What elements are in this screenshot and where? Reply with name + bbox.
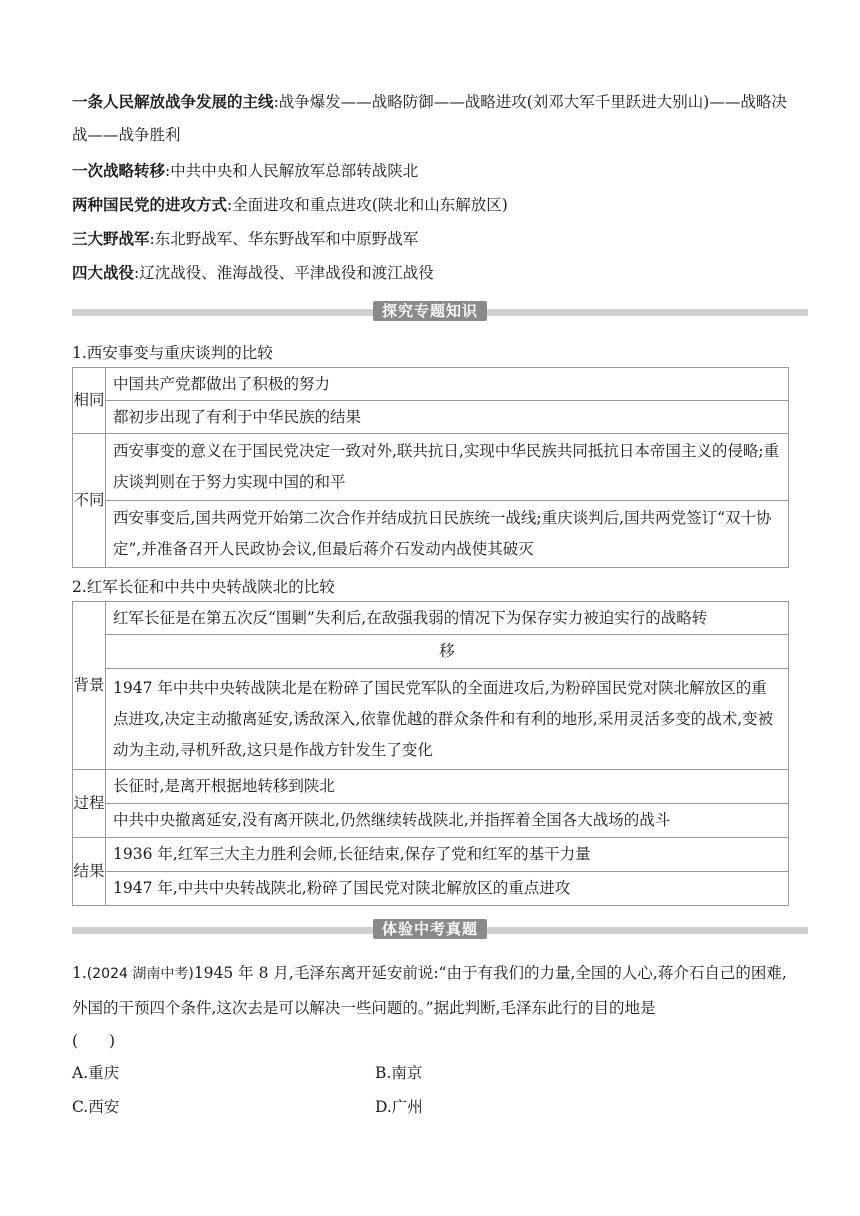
option-d: D.广州 <box>375 1098 423 1116</box>
comparison-table-longmarch-shaanbei <box>72 601 789 906</box>
row-header-process: 过程 <box>73 770 106 838</box>
answer-blank: ( ) <box>72 1032 116 1050</box>
summary-label: 一次战略转移 <box>72 162 166 180</box>
table-cell: 中共中央撤离延安,没有离开陕北,仍然继续转战陕北,并指挥着全国各大战场的战斗 <box>106 804 789 838</box>
summary-line-armies <box>72 223 790 256</box>
table-cell: 1936 年,红军三大主力胜利会师,长征结束,保存了党和红军的基干力量 <box>106 838 789 872</box>
summary-line-attack <box>72 189 790 222</box>
table-cell: 移 <box>106 635 789 669</box>
option-a: A.重庆 <box>72 1064 120 1082</box>
table-cell: 都初步出现了有利于中华民族的结果 <box>106 401 789 434</box>
summary-line-transfer <box>72 155 790 188</box>
table-cell: 西安事变的意义在于国民党决定一致对外,联共抗日,实现中华民族共同抵抗日本帝国主义的侵略;重庆谈判则在于努力实现中国的和平 <box>106 434 789 501</box>
summary-line-campaigns <box>72 257 790 290</box>
section-banner <box>72 919 808 939</box>
summary-label: 一条人民解放战争发展的主线 <box>72 93 274 111</box>
table-cell: 1947 年中共中央转战陕北是在粉碎了国民党军队的全面进攻后,为粉碎国民党对陕北解放区的重点进攻,决定主动撤离延安,诱敌深入,依靠优越的群众条件和有利的地形,采用灵活多变的战术,变被动为主动,寻机歼敌,这只是作战方针发生了变化 <box>106 669 789 770</box>
section-banner <box>72 301 808 321</box>
summary-text: :中共中央和人民解放军总部转战陕北 <box>165 162 419 180</box>
comparison-table-xian-chongqing <box>72 367 789 568</box>
table-cell: 中国共产党都做出了积极的努力 <box>106 368 789 401</box>
table-cell: 红军长征是在第五次反“围剿”失利后,在敌强我弱的情况下为保存实力被迫实行的战略转 <box>106 602 789 635</box>
question-stem <box>72 956 790 1025</box>
question-text: 1945 年 8 月,毛泽东离开延安前说:“由于有我们的力量,全国的人心,蒋介石自己的困难,外国的干预四个条件,这次去是可以解决一些问题的。”据此判断,毛泽东此行的目的地是 <box>72 964 787 1017</box>
banner-label: 探究专题知识 <box>373 301 487 321</box>
summary-label: 四大战役 <box>72 264 135 282</box>
row-header-result: 结果 <box>73 838 106 906</box>
table-cell: 长征时,是离开根据地转移到陕北 <box>106 770 789 804</box>
table-cell: 西安事变后,国共两党开始第二次合作并结成抗日民族统一战线;重庆谈判后,国共两党签订“双十协定”,并准备召开人民政协会议,但最后蒋介石发动内战使其破灭 <box>106 501 789 568</box>
summary-text: :全面进攻和重点进攻(陕北和山东解放区) <box>227 196 508 214</box>
question-number: 1. <box>72 964 87 982</box>
summary-text: :东北野战军、华东野战军和中原野战军 <box>149 230 419 248</box>
option-c: C.西安 <box>72 1098 120 1116</box>
summary-text: :辽沈战役、淮海战役、平津战役和渡江战役 <box>134 264 434 282</box>
summary-text: :战争爆发——战略防御——战略进攻(刘邓大军千里跃进大别山)——战略决战——战争胜利 <box>72 93 787 144</box>
question-source: (2024 湖南中考) <box>86 966 194 982</box>
table-cell: 1947 年,中共中央转战陕北,粉碎了国民党对陕北解放区的重点进攻 <box>106 872 789 906</box>
option-b: B.南京 <box>375 1064 423 1082</box>
section-title: 1.西安事变与重庆谈判的比较 <box>72 344 273 362</box>
summary-line-main <box>72 86 790 152</box>
row-header-background: 背景 <box>73 602 106 770</box>
summary-label: 两种国民党的进攻方式 <box>72 196 228 214</box>
summary-label: 三大野战军 <box>72 230 150 248</box>
banner-label: 体验中考真题 <box>373 919 487 939</box>
row-header-same: 相同 <box>73 368 106 434</box>
row-header-diff: 不同 <box>73 434 106 568</box>
section-title: 2.红军长征和中共中央转战陕北的比较 <box>72 578 335 596</box>
